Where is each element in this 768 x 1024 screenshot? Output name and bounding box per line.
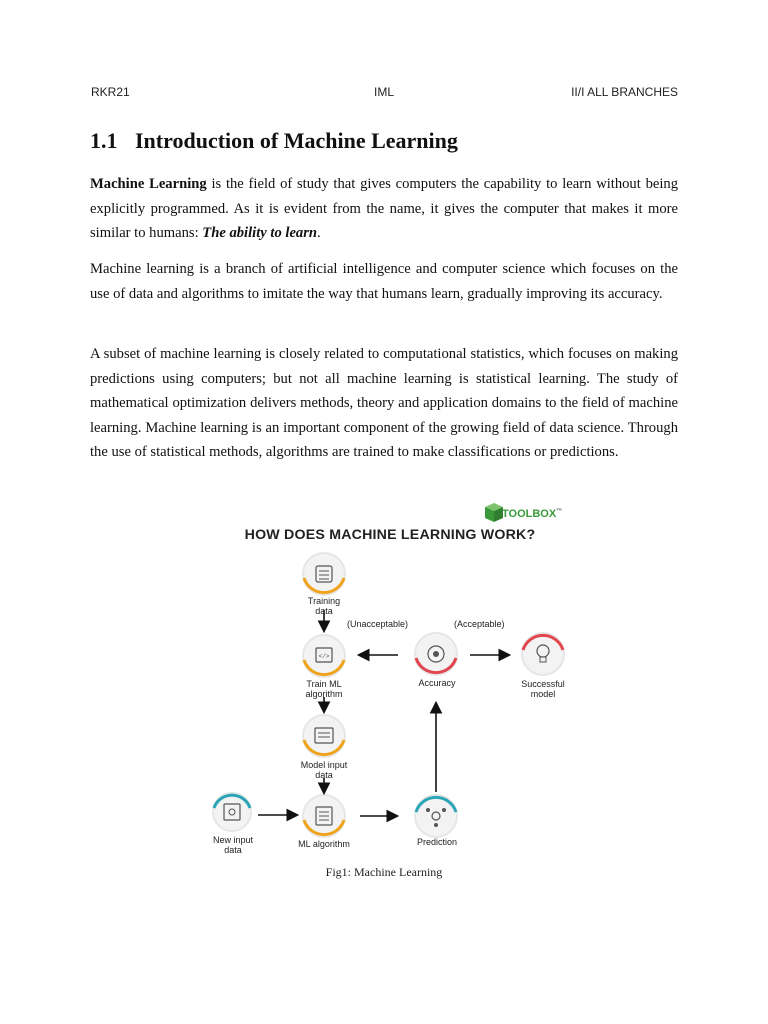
label-prediction: Prediction — [416, 837, 458, 847]
label-accuracy: Accuracy — [418, 678, 456, 688]
node-accuracy — [415, 633, 457, 675]
node-successful-model — [522, 633, 564, 675]
page-header — [91, 85, 678, 101]
term-machine-learning: Machine Learning — [90, 176, 207, 192]
section-title: Introduction of Machine Learning — [135, 128, 458, 153]
header-center: IML — [374, 85, 395, 99]
node-train-ml-algorithm — [303, 635, 345, 677]
header-left: RKR21 — [91, 85, 130, 99]
figure-caption: Fig1: Machine Learning — [325, 865, 443, 879]
diagram-title: HOW DOES MACHINE LEARNING WORK? — [244, 527, 536, 543]
label-model-input-data: Model input data — [300, 760, 348, 780]
header-right: II/I ALL BRANCHES — [571, 85, 678, 99]
label-acceptable: (Acceptable) — [454, 619, 505, 629]
toolbox-brand — [502, 508, 562, 520]
section-heading — [90, 128, 458, 154]
node-prediction — [415, 795, 457, 837]
node-model-input-data — [303, 715, 345, 757]
brand-trademark: ™ — [556, 508, 563, 515]
ml-workflow-figure — [200, 498, 580, 868]
node-new-input-data — [213, 793, 251, 831]
section-number: 1.1 — [90, 128, 118, 153]
label-new-input-data: New input data — [212, 835, 254, 855]
emphasis-ability-to-learn: The ability to learn — [202, 225, 318, 242]
brand-name: TOOLBOX — [502, 508, 557, 520]
label-training-data: Training data — [307, 596, 341, 616]
paragraph-branch: Machine learning is a branch of artificial intelligence and computer science which focuses on the use of data and algorithms to imitate the way that humans learn, gradually improving its accuracy. — [90, 261, 678, 302]
definition-end: . — [317, 225, 321, 242]
paragraph-statistics: A subset of machine learning is closely related to computational statistics, which focuses on making predictions using computers; but not all machine learning is statistical learning. The study of mathematical optimization delivers methods, theory and application domains to the field of machine learning. Machine learning is an important component of the growing field of data science. Through the use of statistical methods, algorithms are trained to make classifications or predictions. — [90, 346, 678, 461]
definition-text: is the field of study that gives computers the capability to learn without being explicitly programmed. As it is evident from the name, it gives the computer that makes it more similar to humans: — [90, 176, 678, 242]
label-unacceptable: (Unacceptable) — [347, 619, 409, 629]
node-ml-algorithm — [303, 795, 345, 837]
node-training-data — [303, 553, 345, 595]
svg-text:</>: </> — [318, 653, 330, 660]
toolbox-logo-icon — [485, 503, 503, 522]
label-ml-algorithm: ML algorithm — [298, 839, 350, 849]
label-successful-model: Successful model — [521, 679, 565, 699]
paragraph-definition — [90, 172, 678, 246]
label-train-ml-algorithm: Train ML algorithm — [305, 679, 343, 699]
